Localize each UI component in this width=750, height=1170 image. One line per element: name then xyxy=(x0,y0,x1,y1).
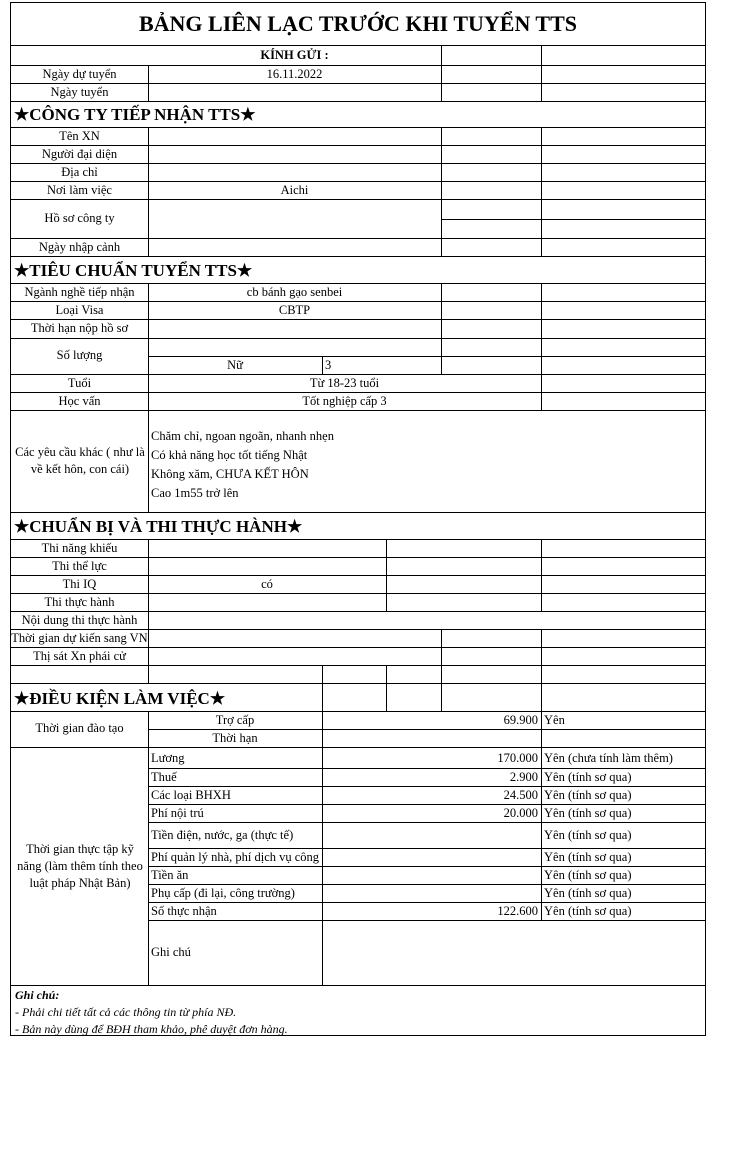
thoi-han-nop-label: Thời hạn nộp hồ sơ xyxy=(30,321,129,335)
kinh-gui-label: KÍNH GỬI : xyxy=(260,48,329,62)
dorm-fee-row-label: Phí nội trú xyxy=(151,806,204,820)
ngay-du-tuyen-label: Ngày dự tuyển xyxy=(42,67,117,81)
nguoi-dai-dien-label: Người đại diện xyxy=(41,147,118,161)
dia-chi-label: Địa chỉ xyxy=(61,165,98,179)
insurance-row-unit: Yên (tính sơ qua) xyxy=(544,788,632,802)
dorm-fee-row-value: 20.000 xyxy=(503,806,538,820)
tax-row-label: Thuế xyxy=(151,770,177,784)
nu-value: 3 xyxy=(325,358,332,372)
meals-row-label: Tiền ăn xyxy=(151,868,189,882)
thoi-han-label: Thời hạn xyxy=(212,731,258,745)
dao-tao-label: Thời gian đào tạo xyxy=(35,721,124,735)
loai-visa-value: CBTP xyxy=(278,303,311,317)
tuoi-value: Từ 18-23 tuổi xyxy=(309,376,380,390)
notes-heading: Ghi chú: xyxy=(15,988,60,1002)
utilities-row-unit: Yên (tính sơ qua) xyxy=(544,828,632,842)
contact-form-sheet xyxy=(10,2,706,1036)
nganh-nghe-value: cb bánh gạo senbei xyxy=(246,285,343,299)
salary-row-value: 170.000 xyxy=(497,751,538,765)
company-section-heading: ★CÔNG TY TIẾP NHẬN TTS★ xyxy=(14,105,256,124)
insurance-row-label: Các loại BHXH xyxy=(151,788,231,802)
net-pay-row-label: Số thực nhận xyxy=(151,904,217,918)
loai-visa-label: Loại Visa xyxy=(55,303,104,317)
utilities-row-label: Tiền điện, nước, ga (thực tế) xyxy=(151,828,294,842)
ho-so-cong-ty-label: Hồ sơ công ty xyxy=(44,211,115,225)
tuoi-label: Tuổi xyxy=(67,376,92,390)
allowance-row-label: Phụ cấp (đi lại, công trường) xyxy=(151,886,295,900)
salary-row-unit: Yên (chưa tính làm thêm) xyxy=(544,751,673,765)
practice-section-heading: ★CHUẨN BỊ VÀ THI THỰC HÀNH★ xyxy=(14,517,303,536)
notes-block xyxy=(15,987,288,1038)
insurance-row-value: 24.500 xyxy=(503,788,538,802)
hoc-van-label: Học vấn xyxy=(58,394,101,408)
tro-cap-unit: Yên xyxy=(544,713,565,727)
ten-xn-label: Tên XN xyxy=(59,129,100,143)
yeu-cau-line: Cao 1m55 trở lên xyxy=(151,486,239,500)
net-pay-row-unit: Yên (tính sơ qua) xyxy=(544,904,632,918)
thi-thuc-hanh-label: Thi thực hành xyxy=(44,595,115,609)
yeu-cau-khac-label: Các yêu cầu khác ( như là về kết hôn, con cái) xyxy=(15,445,145,476)
criteria-section-heading: ★TIÊU CHUẨN TUYỂN TTS★ xyxy=(14,261,253,280)
dorm-fee-row-unit: Yên (tính sơ qua) xyxy=(544,806,632,820)
yeu-cau-line: Có khả năng học tốt tiếng Nhật xyxy=(151,448,308,462)
notes-line: - Bản này dùng để BĐH tham khảo, phê duyệt đơn hàng. xyxy=(15,1022,288,1036)
noi-lam-viec-label: Nơi làm việc xyxy=(47,183,112,197)
yeu-cau-line: Không xăm, CHƯA KẾT HÔN xyxy=(151,467,309,481)
management-fee-row-unit: Yên (tính sơ qua) xyxy=(544,850,632,864)
net-pay-row-value: 122.600 xyxy=(497,904,538,918)
tax-row-unit: Yên (tính sơ qua) xyxy=(544,770,632,784)
allowance-row-unit: Yên (tính sơ qua) xyxy=(544,886,632,900)
notes-line: - Phải chi tiết tất cả các thông tin từ phía NĐ. xyxy=(15,1005,237,1019)
noi-lam-viec-value: Aichi xyxy=(280,183,309,197)
form-title: BẢNG LIÊN LẠC TRƯỚC KHI TUYỂN TTS xyxy=(11,3,705,46)
tax-row-value: 2.900 xyxy=(509,770,538,784)
thoi-gian-sang-vn-label: Thời gian dự kiến sang VN xyxy=(11,631,148,645)
thi-the-luc-label: Thi thể lực xyxy=(52,559,107,573)
meals-row-unit: Yên (tính sơ qua) xyxy=(544,868,632,882)
yeu-cau-line: Chăm chỉ, ngoan ngoãn, nhanh nhẹn xyxy=(151,429,334,443)
nganh-nghe-label: Ngành nghề tiếp nhận xyxy=(24,285,135,299)
thi-nang-khieu-label: Thi năng khiếu xyxy=(41,541,118,555)
ngay-tuyen-label: Ngày tuyển xyxy=(50,85,109,99)
yeu-cau-khac-list xyxy=(151,427,334,503)
noi-dung-thi-label: Nội dung thi thực hành xyxy=(21,613,138,627)
salary-row-label: Lương xyxy=(151,751,185,765)
ghi-chu-label: Ghi chú xyxy=(151,945,191,959)
thi-iq-label: Thi IQ xyxy=(62,577,97,591)
tro-cap-value: 69.900 xyxy=(503,713,538,727)
tro-cap-label: Trợ cấp xyxy=(215,713,255,727)
ngay-du-tuyen-value: 16.11.2022 xyxy=(266,67,323,81)
thi-sat-label: Thị sát Xn phái cử xyxy=(33,649,126,663)
nu-label: Nữ xyxy=(227,358,243,372)
thi-iq-value: có xyxy=(261,577,273,591)
ngay-nhap-canh-label: Ngày nhập cảnh xyxy=(38,240,121,254)
management-fee-row-label: Phí quản lý nhà, phí dịch vụ công xyxy=(151,850,320,864)
hoc-van-value: Tốt nghiệp cấp 3 xyxy=(302,394,387,408)
thuc-tap-label: Thời gian thực tập kỹ năng (làm thêm tính theo luật pháp Nhật Bản) xyxy=(17,842,143,890)
conditions-section-heading: ★ĐIỀU KIỆN LÀM VIỆC★ xyxy=(14,689,226,708)
so-luong-label: Số lượng xyxy=(56,348,103,362)
